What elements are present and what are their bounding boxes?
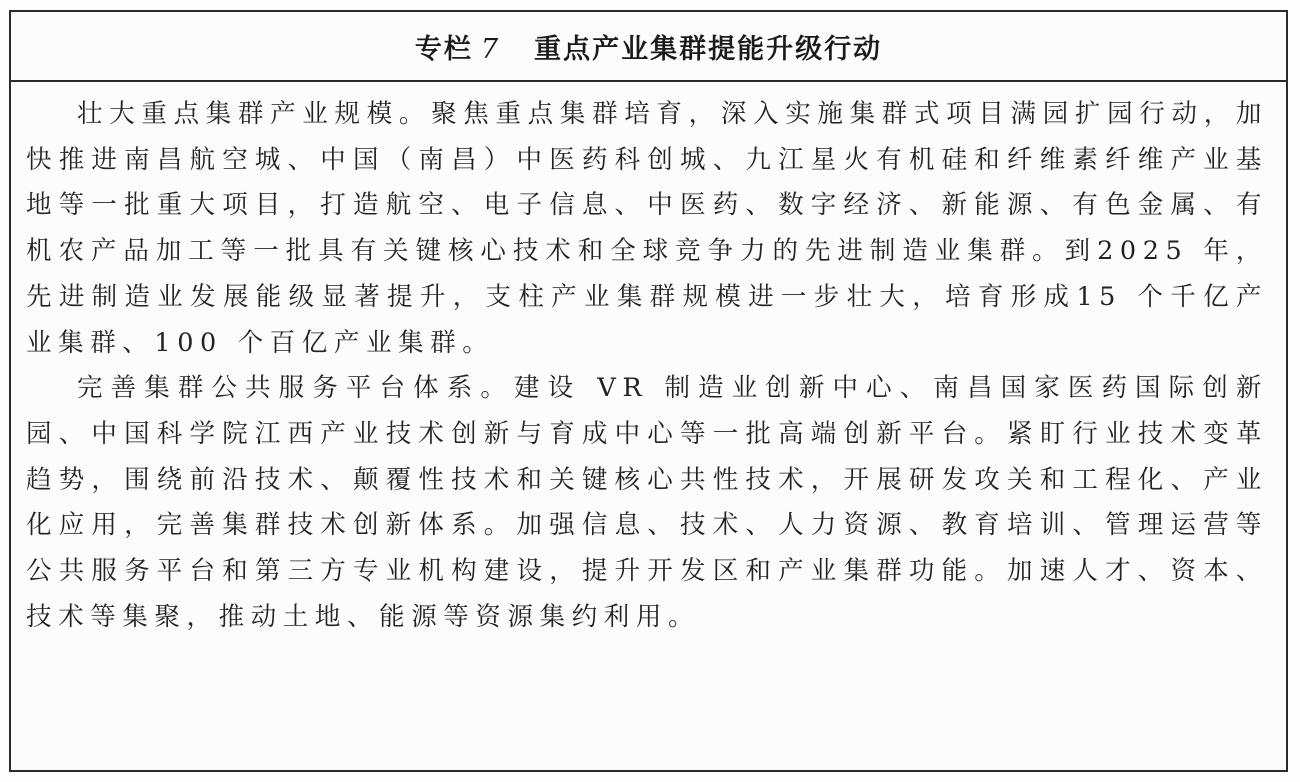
column-header (11, 12, 1286, 82)
column-number: 7 (480, 33, 501, 65)
paragraph-lead: 完善集群公共服务平台体系。 (77, 373, 514, 404)
paragraph-service-platform (26, 366, 1268, 640)
paragraph-lead: 壮大重点集群产业规模。 (77, 99, 432, 129)
column-label: 专栏 (414, 33, 473, 65)
paragraph-text: 聚焦重点集群培育，深入实施集群式项目满园扩园行动，加快推进南昌航空城、中国（南昌）中医药科创城、九江星火有机硅和纤维素纤维产业基地等一批重大项目，打造航空、电子信息、中医药、数字经济、新能源、有色金属、有机农产品加工等一批具有关键核心技术和全球竞争力的先进制造业集群。到2025 年，先进制造业发展能级显著提升，支柱产业集群规模进一步壮大，培育形成15 个千亿产业集群、100 个百亿产业集群。 (26, 99, 1268, 358)
column-heading: 重点产业集群提能升级行动 (534, 33, 883, 65)
column-body (11, 82, 1286, 640)
column-title (415, 27, 882, 66)
paragraph-cluster-scale (26, 92, 1268, 366)
column-box (9, 10, 1288, 772)
paragraph-text: 建设 VR 制造业创新中心、南昌国家医药国际创新园、中国科学院江西产业技术创新与育成中心等一批高端创新平台。紧盯行业技术变革趋势，围绕前沿技术、颠覆性技术和关键核心共性技术，开展研发攻关和工程化、产业化应用，完善集群技术创新体系。加强信息、技术、人力资源、教育培训、管理运营等公共服务平台和第三方专业机构建设，提升开发区和产业集群功能。加速人才、资本、技术等集聚，推动土地、能源等资源集约利用。 (26, 373, 1268, 632)
